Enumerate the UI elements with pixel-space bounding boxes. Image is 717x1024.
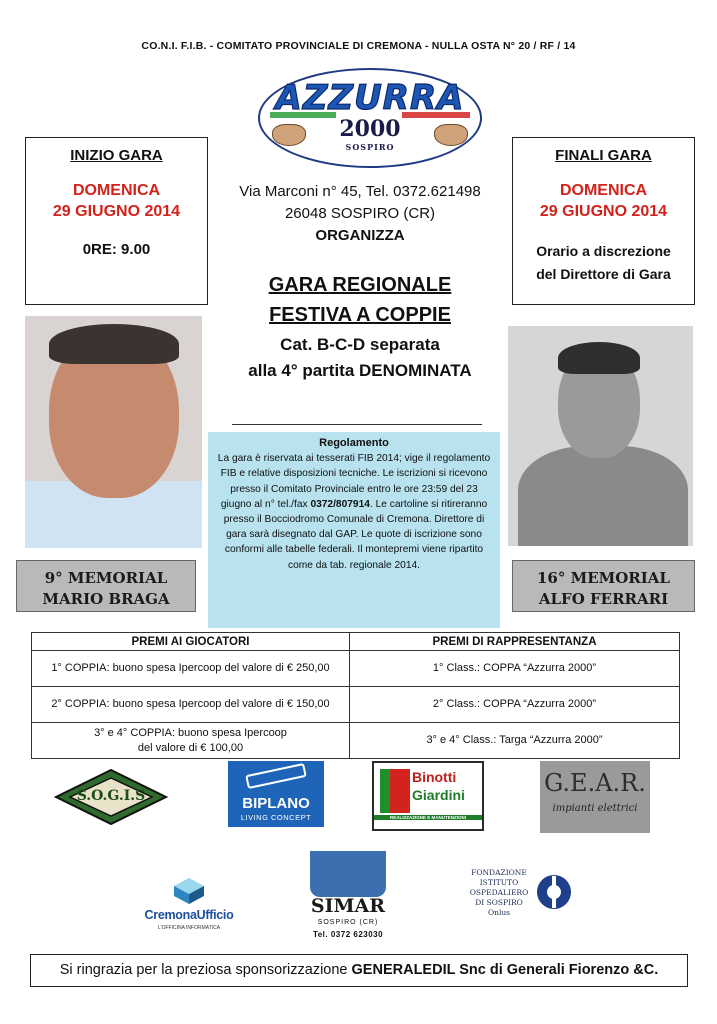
divider xyxy=(232,424,482,425)
memorial-right-line2: ALFO FERRARI xyxy=(538,590,669,608)
sogis-text: S.O.G.I.S xyxy=(76,788,146,804)
event-title-block xyxy=(208,270,512,384)
sponsor-gear-logo xyxy=(540,761,650,833)
memorial-right-line1: 16° MEMORIAL xyxy=(537,569,670,587)
memorial-left-line2: MARIO BRAGA xyxy=(42,590,170,608)
fondazione-line1: FONDAZIONE xyxy=(471,868,527,877)
event-title-line2: FESTIVA A COPPIE xyxy=(269,304,451,326)
photo-mario-braga xyxy=(25,316,202,548)
prizes-col-rep: PREMI DI RAPPRESENTANZA xyxy=(350,633,680,651)
finali-gara-date: 29 GIUGNO 2014 xyxy=(539,203,668,220)
organizer-address-line1: Via Marconi n° 45, Tel. 0372.621498 xyxy=(239,183,481,200)
azzurra-logo xyxy=(250,62,490,174)
prizes-table xyxy=(31,632,680,759)
simar-sub2: Tel. 0372 623030 xyxy=(312,930,384,939)
simar-text: SIMAR xyxy=(310,895,386,917)
header-line: CO.N.I. F.I.B. - COMITATO PROVINCIALE DI CREMONA - NULLA OSTA N° 20 / RF / 14 xyxy=(141,40,576,52)
event-sub-line2: alla 4° partita DENOMINATA xyxy=(248,361,472,380)
prize-rep-cell: 2° Class.: COPPA “Azzurra 2000” xyxy=(350,687,680,723)
inizio-gara-title: INIZIO GARA xyxy=(70,147,163,164)
prize-players-line1: 3° e 4° COPPIA: buono spesa Ipercoop xyxy=(94,726,287,739)
fondazione-line4: DI SOSPIRO xyxy=(475,898,523,907)
rules-box xyxy=(208,432,500,628)
sponsor-biplano-logo xyxy=(228,761,324,827)
organizer-address-line2: 26048 SOSPIRO (CR) xyxy=(284,205,436,222)
prize-players-line2: del valore di € 100,00 xyxy=(137,741,244,754)
memorial-right xyxy=(512,560,695,612)
simar-tank-icon xyxy=(310,851,386,897)
rules-text-a: La gara è riservata ai tesserati FIB 2014; vige il regolamento FIB e relative disposizioni tecniche. Le iscrizioni si ricevono presso il Comitato Provinciale entro le ore 23:59 del 23 giugno al n° tel./fax xyxy=(217,453,491,510)
prize-players-cell xyxy=(32,723,350,759)
cremona-text: Cremona xyxy=(144,908,197,922)
sponsor-fondazione-logo xyxy=(460,848,574,940)
cremonaufficio-cube-icon xyxy=(172,876,206,906)
sponsor-cremonaufficio-logo xyxy=(132,870,246,942)
prize-rep-cell: 1° Class.: COPPA “Azzurra 2000” xyxy=(350,651,680,687)
finali-gara-note xyxy=(513,240,694,286)
footer-sponsor-name: GENERALEDIL Snc di Generali Fiorenzo &C. xyxy=(351,962,659,978)
hair-shape xyxy=(49,324,179,364)
photo-alfo-ferrari xyxy=(508,326,693,546)
prize-rep-cell: 3° e 4° Class.: Targa “Azzurra 2000” xyxy=(350,723,680,759)
fondazione-line2: ISTITUTO xyxy=(479,878,519,887)
table-row xyxy=(32,687,680,723)
prizes-header-row xyxy=(32,633,680,651)
binotti-text2: Giardini xyxy=(412,787,465,803)
rules-text-b: . Le cartoline si ritireranno presso il Bocciodromo Comunale di Cremona. Direttore di gara sarà disegnato dal GAP. Le quote di iscrizione sono conformi alle tabelle federali. Il montepremi viene ripartito come da tab. regionale 2014. xyxy=(223,498,488,571)
gear-sub: impianti elettrici xyxy=(552,803,638,814)
logo-place: SOSPIRO xyxy=(345,142,395,152)
event-title-line1: GARA REGIONALE xyxy=(268,274,452,296)
logo-name: AZZURRA xyxy=(275,78,465,118)
event-sub-line1: Cat. B-C-D separata xyxy=(280,335,440,354)
inizio-gara-time: 0RE: 9.00 xyxy=(82,241,151,258)
rules-fax: 0372/807914 xyxy=(310,498,370,510)
inizio-gara-day: DOMENICA xyxy=(72,182,161,199)
prize-players-cell: 1° COPPIA: buono spesa Ipercoop del valore di € 250,00 xyxy=(32,651,350,687)
prize-players-cell: 2° COPPIA: buono spesa Ipercoop del valore di € 150,00 xyxy=(32,687,350,723)
finali-note-line1: Orario a discrezione xyxy=(536,243,671,259)
simar-sub1: SOSPIRO (CR) xyxy=(317,919,379,926)
biplano-plane-icon xyxy=(245,763,307,789)
logo-left-hand-icon xyxy=(272,124,306,146)
organizer-block xyxy=(208,181,512,244)
table-row xyxy=(32,651,680,687)
inizio-gara-date: 29 GIUGNO 2014 xyxy=(52,203,181,220)
finali-gara-day: DOMENICA xyxy=(559,182,648,199)
rules-title: Regolamento xyxy=(319,437,389,449)
memorial-left xyxy=(16,560,196,612)
prizes-col-players: PREMI AI GIOCATORI xyxy=(32,633,350,651)
memorial-left-line1: 9° MEMORIAL xyxy=(44,569,168,587)
gear-text: G.E.A.R. xyxy=(544,769,646,797)
cremonaufficio-sub: L'OFFICINA INFORMATICA xyxy=(157,925,221,931)
footer-text: Si ringrazia per la preziosa sponsorizzazione xyxy=(59,962,352,978)
logo-year: 2000 xyxy=(339,116,401,142)
hair-shape xyxy=(558,342,640,374)
finali-gara-title: FINALI GARA xyxy=(555,147,652,164)
sponsor-binotti-logo xyxy=(372,761,484,831)
binotti-text1: Binotti xyxy=(412,769,457,785)
photo-jersey xyxy=(518,446,688,546)
sponsor-sogis-logo xyxy=(52,766,170,828)
fondazione-line3: OSPEDALIERO xyxy=(469,888,529,897)
fondazione-text xyxy=(464,868,534,918)
fondazione-line5: Onlus xyxy=(487,908,511,917)
binotti-sub: REALIZZAZIONE E MANUTENZIONI xyxy=(374,815,482,820)
organizza-label: ORGANIZZA xyxy=(315,227,405,244)
ufficio-text: Ufficio xyxy=(196,908,234,922)
cremonaufficio-text xyxy=(132,908,246,922)
biplano-sub: LIVING CONCEPT xyxy=(240,813,312,822)
binotti-bar-red xyxy=(390,769,410,813)
biplano-text: BIPLANO xyxy=(242,795,310,812)
sponsor-simar-logo xyxy=(300,847,396,943)
sponsor-thanks-footer xyxy=(30,954,688,987)
logo-right-hand-icon xyxy=(434,124,468,146)
rules-text xyxy=(214,451,494,573)
finali-note-line2: del Direttore di Gara xyxy=(536,266,671,282)
inizio-gara-box xyxy=(25,137,208,305)
table-row xyxy=(32,723,680,759)
finali-gara-box xyxy=(512,137,695,305)
fondazione-emblem-icon xyxy=(536,872,572,912)
